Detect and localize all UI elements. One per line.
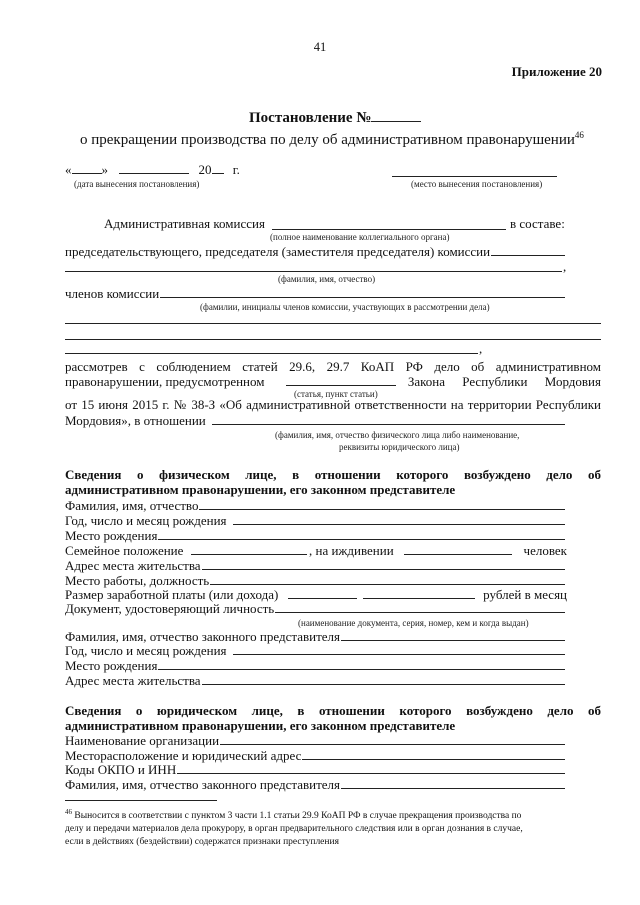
- appendix-label: Приложение 20: [511, 64, 602, 79]
- field-location: [65, 748, 565, 763]
- legal-rep-label: Фамилия, имя, отчество законного представителя: [65, 777, 340, 792]
- considered-line-2a-wrap: [65, 374, 264, 389]
- title-text: Постановление №: [249, 110, 372, 126]
- considered-line-2: [65, 374, 601, 389]
- rep-birth-place-label: Место рождения: [65, 658, 158, 673]
- legal-heading-2: административном правонарушении, его законном представителе: [65, 718, 456, 733]
- day-blank[interactable]: [72, 173, 102, 174]
- chair-caption: (фамилия, имя, отчество): [278, 274, 376, 284]
- workplace-label: Место работы, должность: [65, 573, 210, 588]
- rep-address-blank[interactable]: [202, 684, 565, 685]
- article-caption: (статья, пункт статьи): [294, 389, 378, 399]
- field-org-name: [65, 733, 565, 748]
- birth-place-label: Место рождения: [65, 528, 158, 543]
- birth-place-blank[interactable]: [158, 539, 565, 540]
- document-title: [249, 110, 421, 127]
- codes-blank[interactable]: [177, 773, 565, 774]
- members-label: членов комиссии: [65, 286, 160, 301]
- family-status-label: Семейное положение: [65, 543, 184, 558]
- month-blank[interactable]: [119, 173, 189, 174]
- footnote-line-3: если в действиях (бездействии) содержатся признаки преступления: [65, 837, 339, 848]
- members-blank[interactable]: [160, 297, 565, 298]
- address-label: Адрес места жительства: [65, 558, 201, 573]
- place-caption: (место вынесения постановления): [411, 179, 543, 189]
- salary-label: Размер заработной платы (или дохода): [65, 587, 279, 602]
- field-salary: [65, 587, 567, 602]
- org-name-blank[interactable]: [220, 744, 565, 745]
- members-caption: (фамилии, инициалы членов комиссии, участвующих в рассмотрении дела): [200, 302, 490, 312]
- field-address: [65, 558, 565, 573]
- members-blank-3[interactable]: [65, 339, 601, 340]
- document-subtitle: [80, 127, 584, 149]
- members-comma: ,: [479, 341, 483, 356]
- footnote: [65, 806, 601, 849]
- footnote-line-1: [65, 806, 601, 823]
- footnote-divider: [65, 800, 217, 801]
- birth-date-blank[interactable]: [233, 524, 565, 525]
- place-blank[interactable]: [392, 176, 557, 177]
- salary-blank-2[interactable]: [363, 598, 475, 599]
- considered-line-2b: Закона Республики Мордовия: [407, 374, 601, 389]
- location-label: Месторасположение и юридический адрес: [65, 748, 302, 763]
- considered-line-4-text: Мордовия», в отношении: [65, 413, 206, 428]
- field-birth-date: [65, 513, 565, 528]
- field-rep-address: [65, 673, 565, 688]
- field-full-name: [65, 498, 565, 513]
- id-document-label: Документ, удостоверяющий личность: [65, 601, 275, 616]
- person-blank[interactable]: [212, 424, 565, 425]
- members-blank-4[interactable]: [65, 353, 478, 354]
- legal-rep-blank[interactable]: [341, 788, 565, 789]
- year-prefix: 20: [198, 162, 212, 177]
- full-name-label: Фамилия, имя, отчество: [65, 498, 199, 513]
- considered-line-3: от 15 июня 2015 г. № 38-З «Об административной ответственности на территории Республики: [65, 397, 601, 412]
- date-line: [65, 162, 240, 177]
- dependents-label: , на иждивении: [308, 543, 394, 558]
- rep-name-blank[interactable]: [341, 640, 565, 641]
- rep-birth-date-label: Год, число и месяц рождения: [65, 643, 227, 658]
- workplace-blank[interactable]: [210, 584, 565, 585]
- members-row: [65, 286, 565, 301]
- dependents-blank[interactable]: [404, 554, 512, 555]
- chair-row: [65, 244, 565, 259]
- commission-caption: (полное наименование коллегиального органа): [270, 232, 450, 242]
- chair-blank[interactable]: [491, 255, 565, 256]
- person-caption-2: реквизиты юридического лица): [339, 442, 460, 452]
- field-rep-birth-place: [65, 658, 565, 673]
- considered-line-4: [65, 413, 565, 428]
- field-birth-place: [65, 528, 565, 543]
- field-codes: [65, 762, 565, 777]
- considered-line-1: рассмотрев с соблюдением статей 29.6, 29.7 КоАП РФ дело об административном: [65, 359, 601, 374]
- year-blank[interactable]: [212, 173, 224, 174]
- article-blank[interactable]: [286, 385, 395, 386]
- members-blank-2[interactable]: [65, 323, 601, 324]
- field-legal-rep: [65, 777, 565, 792]
- rep-name-label: Фамилия, имя, отчество законного представителя: [65, 629, 340, 644]
- rep-birth-place-blank[interactable]: [158, 669, 565, 670]
- page-number: 41: [313, 40, 327, 54]
- field-rep-name: [65, 629, 565, 644]
- commission-lead: Административная комиссия: [104, 216, 265, 231]
- address-blank[interactable]: [202, 569, 565, 570]
- persons-label: человек: [523, 543, 567, 558]
- family-status-blank[interactable]: [191, 554, 307, 555]
- commission-name-blank[interactable]: [272, 229, 506, 230]
- salary-blank-1[interactable]: [288, 598, 357, 599]
- person-caption-1: (фамилия, имя, отчество физического лица либо наименование,: [275, 430, 520, 440]
- field-id-document: [65, 601, 565, 616]
- field-rep-birth-date: [65, 643, 565, 658]
- location-blank[interactable]: [302, 759, 565, 760]
- year-suffix: г.: [232, 162, 240, 177]
- field-workplace: [65, 573, 565, 588]
- date-caption: (дата вынесения постановления): [74, 179, 200, 189]
- open-quote: «: [65, 162, 72, 177]
- considered-line-2a: правонарушении, предусмотренном: [65, 374, 265, 389]
- number-blank[interactable]: [371, 121, 421, 122]
- individual-heading-2: административном правонарушении, его законном представителе: [65, 482, 456, 497]
- rep-birth-date-blank[interactable]: [233, 654, 565, 655]
- id-document-caption: (наименование документа, серия, номер, кем и когда выдан): [298, 618, 529, 628]
- chair-blank-2[interactable]: [65, 271, 562, 272]
- footnote-text-1: Выносится в соответствии с пунктом 3 части 1.1 статьи 29.9 КоАП РФ в случае прекращения производства по: [74, 811, 522, 822]
- footnote-line-2: делу и передачи материалов дела прокурору, в орган предварительного следствия или в орган дознания в случае,: [65, 824, 523, 835]
- rep-address-label: Адрес места жительства: [65, 673, 201, 688]
- field-family: [65, 543, 567, 558]
- subtitle-text: о прекращении производства по делу об административном правонарушении: [80, 132, 575, 148]
- id-document-blank[interactable]: [275, 612, 565, 613]
- legal-heading-1: Сведения о юридическом лице, в отношении которого возбуждено дело об: [65, 703, 601, 718]
- individual-heading-1: Сведения о физическом лице, в отношении которого возбуждено дело об: [65, 467, 601, 482]
- close-quote: »: [101, 162, 108, 177]
- footnote-ref: 46: [574, 130, 584, 140]
- in-composition: в составе:: [510, 216, 565, 231]
- chair-comma: ,: [563, 259, 567, 274]
- chair-label: председательствующего, председателя (заместителя председателя) комиссии: [65, 244, 491, 259]
- org-name-label: Наименование организации: [65, 733, 220, 748]
- full-name-blank[interactable]: [199, 509, 565, 510]
- footnote-marker: 46: [65, 808, 72, 816]
- per-month-label: рублей в месяц: [483, 587, 567, 602]
- birth-date-label: Год, число и месяц рождения: [65, 513, 227, 528]
- codes-label: Коды ОКПО и ИНН: [65, 762, 177, 777]
